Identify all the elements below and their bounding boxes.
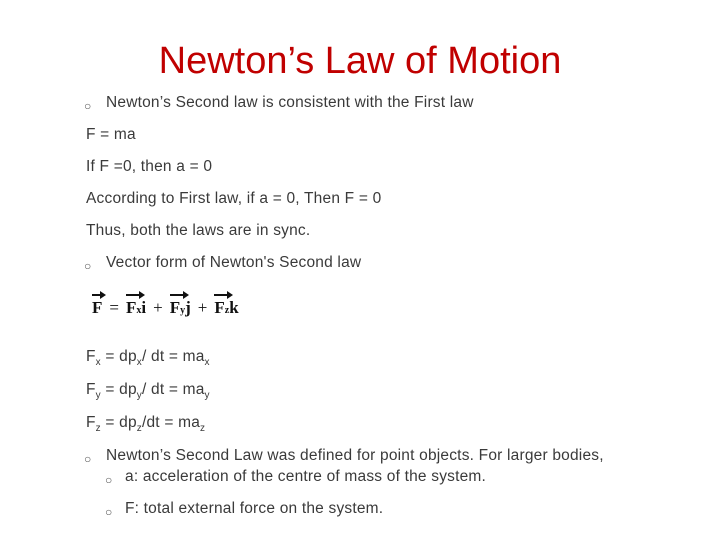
component-x: $F_x = dp_x/$ dt = $ma_x$	[86, 348, 210, 368]
text-line-2: F = ma	[86, 126, 136, 143]
Fz-letter: F	[214, 298, 225, 317]
bullet-icon: ○	[84, 99, 92, 113]
text-line-1: Newton’s Second law is consistent with the First law	[106, 94, 474, 111]
text-line-10: Newton’s Second Law was defined for point objects. For larger bodies,	[106, 447, 604, 464]
Fx-letter: F	[125, 298, 137, 317]
bullet-icon: ○	[84, 452, 92, 466]
vector-Fz	[214, 298, 229, 318]
sub-bullet-icon: ○	[105, 473, 113, 487]
text-line-3: If F =0, then a = 0	[86, 158, 213, 175]
unit-j: j	[185, 298, 191, 317]
bullet-icon: ○	[84, 259, 92, 273]
vector-equation	[92, 298, 239, 318]
text-line-4: According to First law, if a = 0, Then F = 0	[86, 190, 382, 207]
Fy-letter: F	[169, 298, 181, 317]
vector-Fx	[126, 298, 141, 318]
slide-title: Newton’s Law of Motion	[158, 40, 562, 82]
Fx-sub: x	[136, 305, 142, 316]
text-line-5: Thus, both the laws are in sync.	[86, 222, 311, 239]
text-line-6: Vector form of Newton's Second law	[106, 254, 362, 271]
vector-F: F	[92, 298, 103, 317]
unit-k: k	[229, 298, 239, 317]
plus-sign-1: +	[153, 298, 163, 317]
component-z: $F_z = dp_z/dt = ma_z$	[86, 414, 206, 434]
Fy-sub: y	[180, 305, 186, 316]
equals-sign: =	[109, 298, 119, 317]
sub-bullet-icon: ○	[105, 505, 113, 519]
text-line-12: F: total external force on the system.	[125, 500, 384, 517]
text-line-11: a: acceleration of the centre of mass of the system.	[125, 468, 487, 485]
Fz-sub: z	[224, 305, 230, 316]
vector-Fy	[170, 298, 185, 318]
component-y: $F_y = dp_y/$ dt = $ma_y$	[86, 381, 210, 401]
unit-i: i	[141, 298, 147, 317]
plus-sign-2: +	[197, 298, 208, 317]
